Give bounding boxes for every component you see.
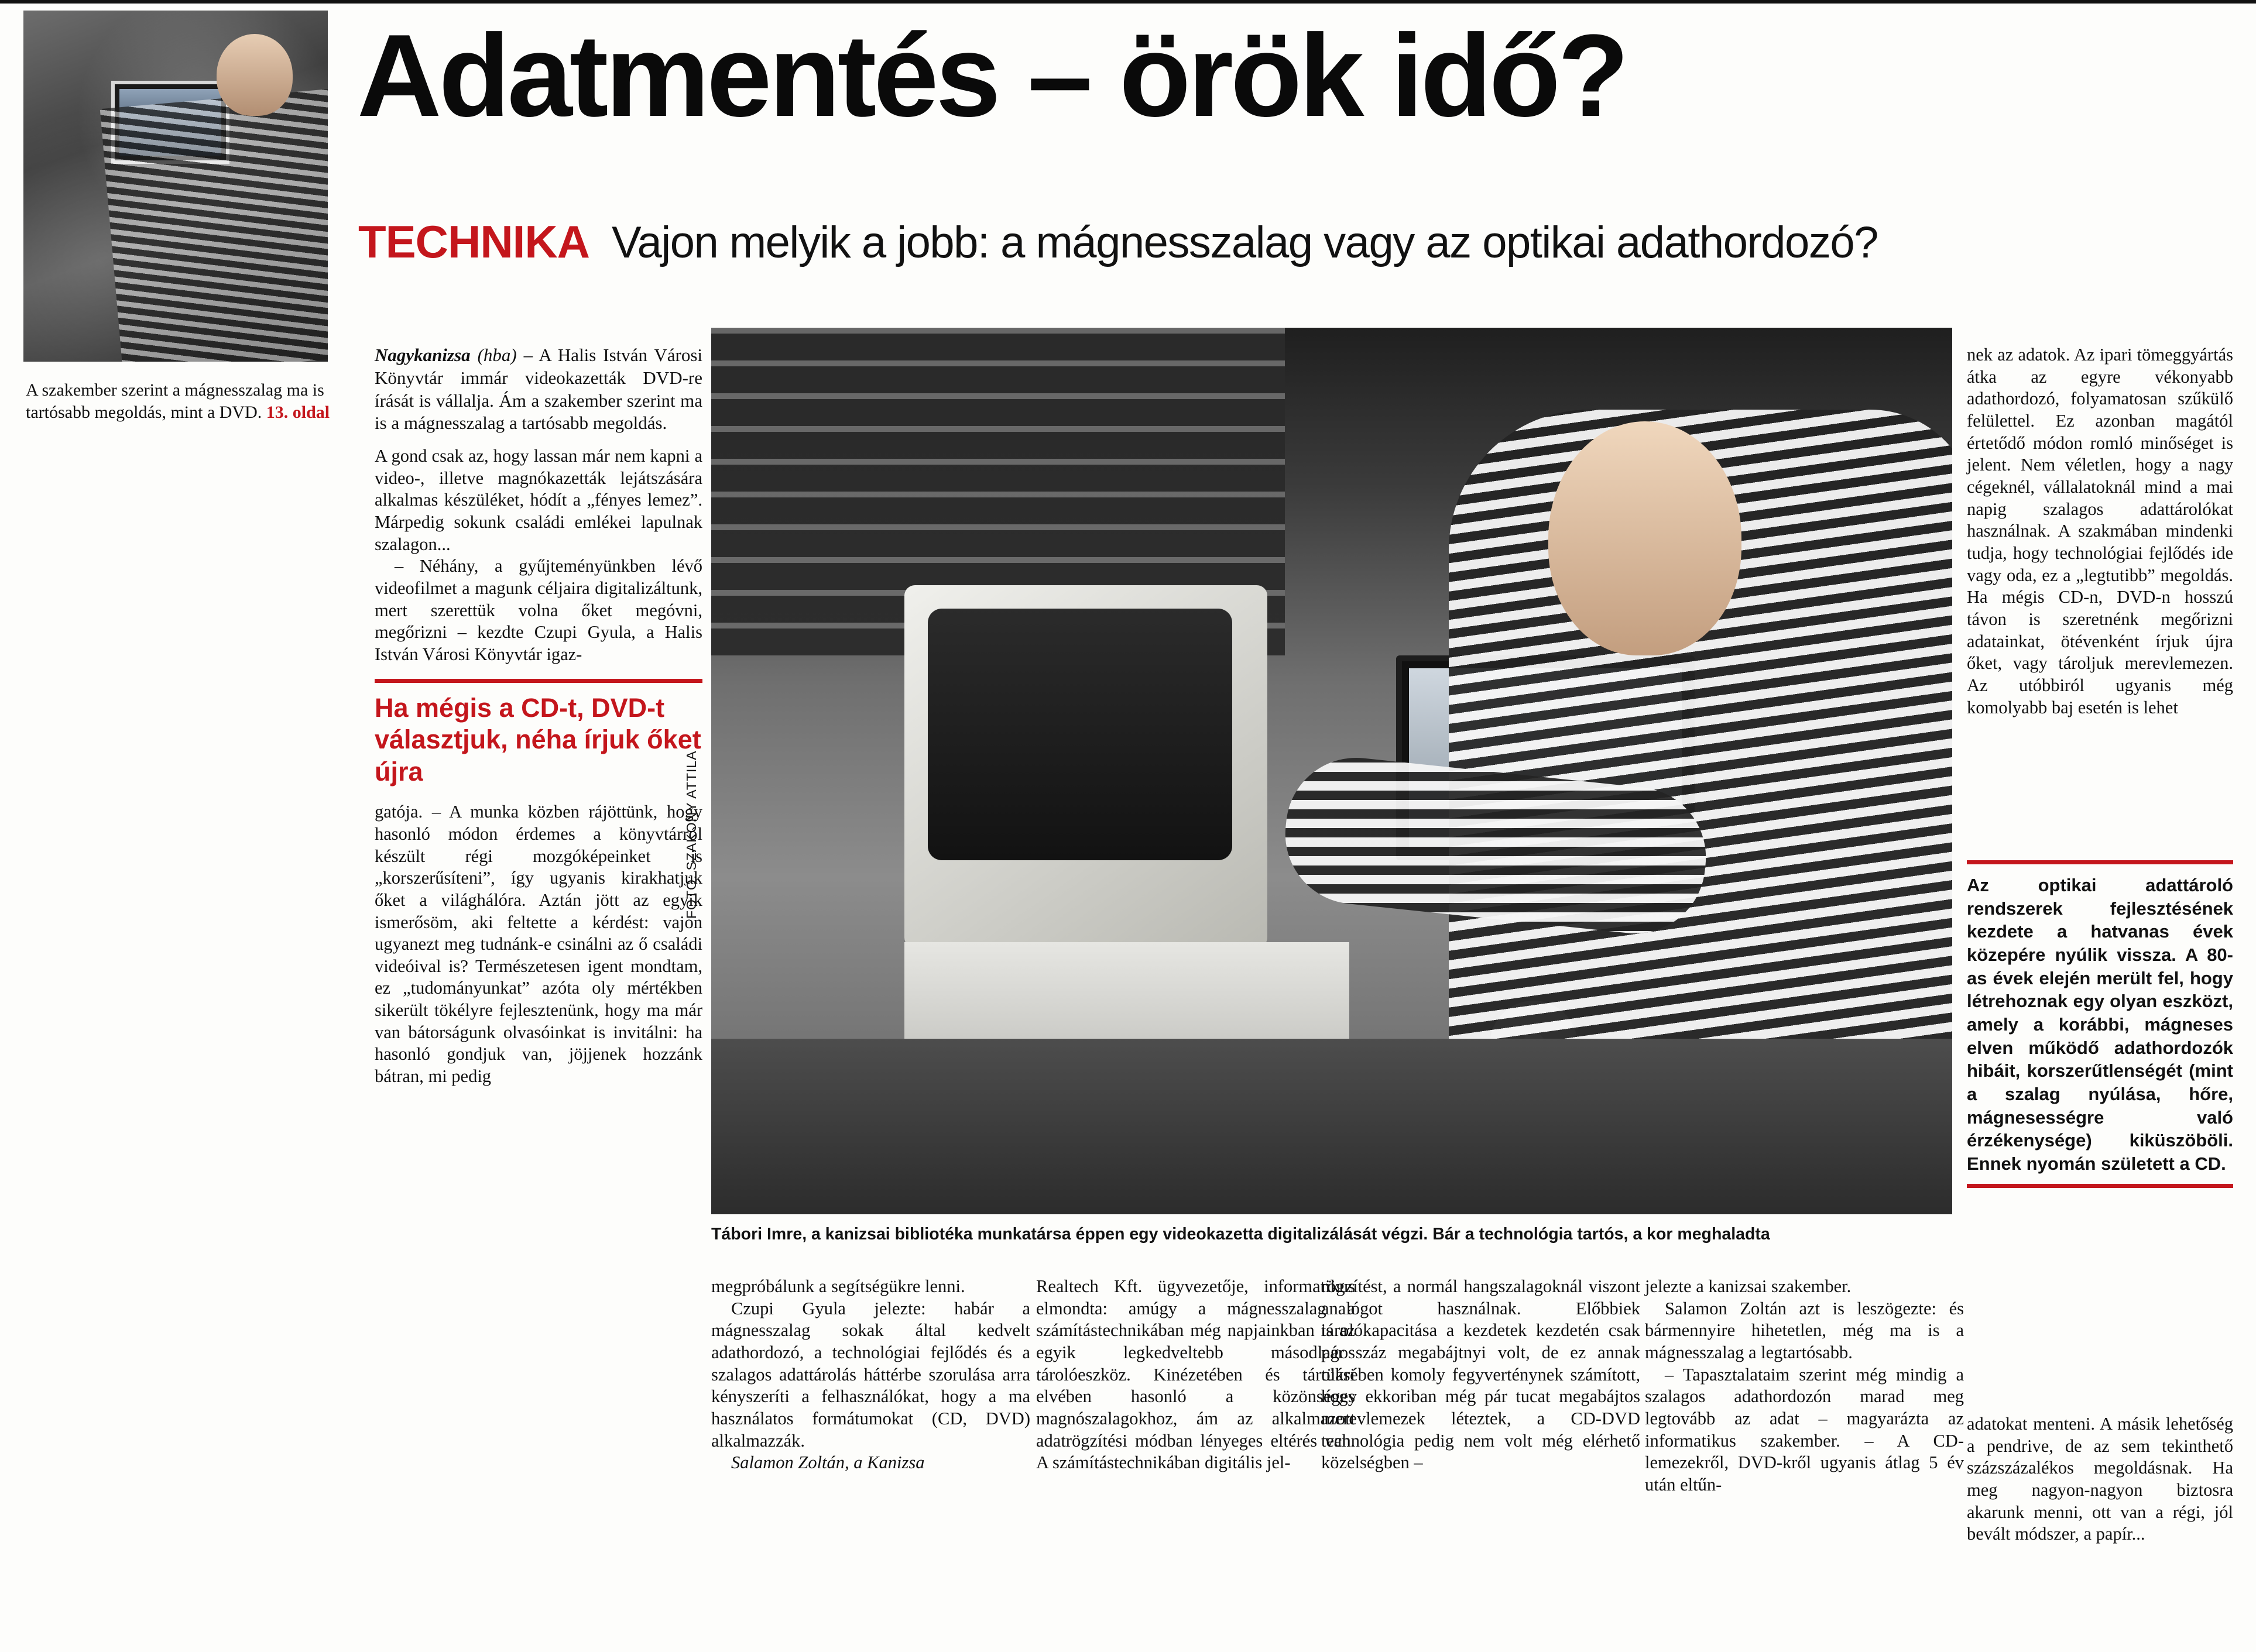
column-one-body xyxy=(375,445,702,666)
paragraph: Salamon Zoltán azt is leszögezte: és bármennyire hihetetlen, még ma is a mágnesszalag a legtartósabb. xyxy=(1645,1298,1964,1362)
main-photo-crt-monitor xyxy=(904,585,1267,948)
left-photo-caption-text: A szakember szerint a mágnesszalag ma is tartósabb megoldás, mint a DVD. xyxy=(26,380,324,422)
paragraph: – Tapasztalataim szerint még mindig a szalagos adathordozón marad meg legtovább az adat – magyarázta az informatikus szakember. – A CD-lemezekről, DVD-kről ugyanis átlag 5 év után eltűn- xyxy=(1645,1364,1964,1495)
paragraph: – Néhány, a gyűjteményünkben lévő videofilmet a magunk céljaira digitalizáltunk, mert szerettük volna őket megóvni, megőrizni – kezdte Czupi Gyula, a Halis István Városi Könyvtár igaz- xyxy=(375,556,702,664)
pull-quote-heading: Ha mégis a CD-t, DVD-t választjuk, néha írjuk őket újra xyxy=(375,692,701,787)
sidebar-box-text: Az optikai adattároló rendszerek fejlesztésének kezdete a hatvanas évek közepére nyúlik vissza. A 80-as évek elején merült fel, hogy létrehoznak egy olyan eszközt, amely a korábbi, mágneses elven működő adathordozók hibáit, korszerűtlenségét (mint a szalag nyúlása, hőre, mágnesességre való érzékenysége) kiküszöböli. Ennek nyomán született a CD. xyxy=(1967,875,2233,1174)
sidebar-box-top-rule xyxy=(1967,860,2233,864)
red-divider xyxy=(375,679,702,683)
lead-byline: (hba) xyxy=(477,345,517,365)
left-photo xyxy=(23,11,328,362)
sidebar-box xyxy=(1967,860,2233,1188)
deck-text: Vajon melyik a jobb: a mágnesszalag vagy az optikai adathordozó? xyxy=(612,218,1878,267)
left-photo-person-head xyxy=(217,34,293,116)
column-one xyxy=(375,344,702,1088)
main-photo-desk xyxy=(711,1039,1952,1214)
lead-rest: – A Halis István Városi Könyvtár immár videokazetták DVD-re írását is vállalja. Ám a szakember szerint ma is a mágnesszalag a tartósabb megoldás. xyxy=(375,345,703,434)
left-photo-striped-sweater xyxy=(100,88,328,362)
section-kicker: TECHNIKA xyxy=(358,216,589,267)
bottom-column-three xyxy=(1321,1276,1640,1474)
paragraph: gatója. – A munka közben rájöttünk, hogy hasonló módon érdemes a könyvtárról készült régi mozgóképeinket is „korszerűsíteni”, így ugyanis kirakhatjuk őket a világhálóra. Aztán jött az egyik ismerősöm, aki feltette a kérdést: vajon ugyanezt meg tudnánk-e csinálni az ő családi videóival is? Természetesen igent mondtam, ez „tudományunkat” azóta oly mértékben sikerült tökélyre fejlesztenünk, hogy ma már van bátorságunk olvasóinkat is invitálni: ha hasonló gondjuk van, jöjjenek hozzánk bátran, mi pedig xyxy=(375,802,702,1087)
left-photo-caption xyxy=(26,379,330,424)
paragraph: adatokat menteni. A másik lehetőség a pendrive, de az sem tekinthető százszázalékos megoldásnak. Ha meg nagyon-nagyon biztosra akarunk menni, ott van a régi, jól bevált módszer, a papír... xyxy=(1967,1414,2233,1544)
paragraph: megpróbálunk a segítségükre lenni. xyxy=(711,1276,965,1296)
bottom-column-two xyxy=(1036,1276,1355,1474)
bottom-column-one xyxy=(711,1276,1030,1474)
paragraph: A gond csak az, hogy lassan már nem kapni a video-, illetve magnókazetták lejátszására alkalmas készüléket, hódít a „fényes lemez”. Márpedig sokunk családi emlékei lapulnak szalagon... xyxy=(375,446,702,554)
column-one-body-2 xyxy=(375,801,702,1088)
main-photo xyxy=(711,328,1952,1214)
photo-credit: FOTÓ: SZAKONY ATTILA xyxy=(684,750,699,919)
paragraph: rögzítést, a normál hangszalagoknál viszont analógot használnak. Előbbiek tárolókapacitása a kezdetek kezdetén csak pár száz megabájtnyi volt, de ez annak tükrében komoly fegyverténynek számított, hogy ekkoriban még pár tucat megabájtos merevlemezek léteztek, a CD-DVD technológia pedig nem volt még elérhető közelségben – xyxy=(1321,1276,1640,1473)
bottom-column-four xyxy=(1645,1276,1964,1496)
lead-dateline: Nagykanizsa xyxy=(375,345,471,365)
left-photo-page-ref: 13. oldal xyxy=(266,402,330,422)
paragraph: jelezte a kanizsai szakember. xyxy=(1645,1276,1852,1296)
page-title: Adatmentés – örök idő? xyxy=(357,11,1627,141)
top-rule xyxy=(0,0,2256,4)
main-photo-caption: Tábori Imre, a kanizsai bibliotéka munkatársa éppen egy videokazetta digitalizálását végzi. Bár a technológia tartós, a kor meghaladta xyxy=(711,1225,1770,1244)
sidebar-box-bottom-rule xyxy=(1967,1184,2233,1188)
lead-paragraph xyxy=(375,344,702,435)
paragraph: nek az adatok. Az ipari tömeggyártás átka az egyre vékonyabb adathordozó, folyamatosan szűkülő felülettel. Ez azonban magától értetődő módon romló minőséget is jelent. Nem véletlen, hogy a nagy cégeknél, vállalatoknál mind a mai napig szalagos adattárolókat használnak. A szakmában mindenki tudja, hogy technológiai fejlődés ide vagy oda, ez a „legtutibb” megoldás. Ha mégis CD-n, DVD-n hosszú távon is szeretnénk megőrizni adatainkat, ötévenként írjuk újra őket, vagy tároljuk merevlemezen. Az utóbbiról ugyanis még komolyabb baj esetén is lehet xyxy=(1967,345,2233,717)
subheadline xyxy=(358,215,2243,269)
paragraph: Czupi Gyula jelezte: habár a mágnesszalag sokak által kedvelt adathordozó, a technológiai fejlődés és a szalagos adattárolás háttérbe szorulása arra kényszeríti a felhasználókat, hogy a ma használatos formátumokat (CD, DVD) alkalmazzák. xyxy=(711,1298,1030,1451)
right-column-top xyxy=(1967,344,2233,719)
paragraph: Realtech Kft. ügyvezetője, informatikus elmondta: amúgy a mágnesszalag a számítástechnikában még napjainkban is az egyik legkedveltebb másodlagos tárolóeszköz. Kinézetében és tárolási elvében hasonló a közönséges magnószalagokhoz, ám az alkalmazott adatrögzítési módban lényeges eltérés van. A számítástechnikában digitális jel- xyxy=(1036,1276,1355,1473)
paragraph: Salamon Zoltán, a Kanizsa xyxy=(731,1452,925,1473)
right-column-bottom xyxy=(1967,1413,2233,1545)
